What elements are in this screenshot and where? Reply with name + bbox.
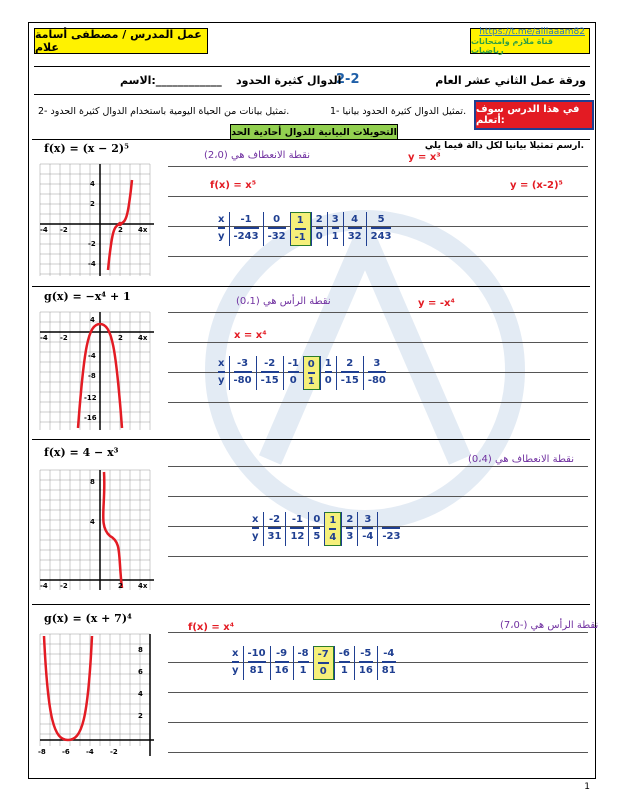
table-column	[366, 212, 396, 246]
table-y-cell: -15	[340, 374, 359, 386]
function-4: g(x) = (x + 7)⁴	[44, 612, 132, 625]
note-parent: y = -x⁴	[418, 298, 455, 309]
table-column	[320, 356, 336, 390]
table-y-cell: 12	[290, 530, 305, 542]
table-y-cell: -80	[233, 374, 252, 386]
table-y-cell: 0	[289, 374, 297, 386]
table-x-cell: 1	[329, 515, 337, 526]
tick-label: 4	[138, 690, 143, 698]
tick-label: 4	[90, 518, 95, 526]
title-rule	[34, 94, 590, 95]
tick-label: -4	[40, 226, 48, 234]
tick-label: -4	[86, 748, 94, 756]
objective-2: 2- تمثيل بيانات من الحياة اليومية باستخدام الدوال كثيرة الحدود.	[38, 106, 290, 117]
table-y-cell: y	[218, 230, 225, 242]
table-column	[214, 212, 229, 246]
table-y-cell: 0	[315, 230, 323, 242]
table-x-cell: -3	[237, 358, 249, 369]
table-y-cell: 1	[299, 664, 307, 676]
tick-label: 2	[118, 334, 123, 342]
note-shift: y = (x-2)⁵	[510, 180, 563, 191]
table-x-cell: -1	[287, 358, 299, 369]
table-column	[354, 646, 377, 680]
function-3: f(x) = 4 − x³	[44, 446, 119, 459]
table-y-cell: -23	[382, 530, 401, 542]
note-vertex: نقطة الرأس هي (-7،0)	[500, 620, 599, 631]
note-parent: f(x) = x⁴	[188, 622, 235, 633]
tick-label: -8	[88, 372, 96, 380]
table-x-cell: -5	[360, 648, 372, 659]
graph-2	[34, 308, 160, 434]
note-f: f(x) = x⁵	[210, 180, 257, 191]
table-column	[341, 512, 357, 546]
table-y-cell: 32	[347, 230, 362, 242]
answer-line	[168, 196, 588, 197]
worksheet-title: ورقة عمل الثاني عشر العام	[435, 74, 586, 87]
table-y-cell: 4	[329, 531, 337, 543]
table-y-cell: -32	[267, 230, 286, 242]
note-vertex: نقطة الانعطاف هي (0،4)	[468, 454, 575, 465]
table-x-cell: -9	[276, 648, 288, 659]
tick-label: 2	[90, 200, 95, 208]
note-vertex: نقطة الرأس هي (0،1)	[236, 296, 331, 307]
table-column	[293, 646, 313, 680]
table-column	[229, 356, 256, 390]
table-y-cell: 31	[267, 530, 282, 542]
instruction: ارسم تمثيلا بيانيا لكل دالة فيما يلي.	[424, 141, 584, 151]
table-x-cell: -2	[264, 358, 276, 369]
answer-line	[168, 496, 588, 497]
section-divider-2	[32, 286, 590, 287]
tick-label: 4	[90, 316, 95, 324]
function-1: f(x) = (x − 2)⁵	[44, 142, 129, 155]
table-y-cell: y	[252, 530, 259, 542]
answer-line	[168, 722, 588, 723]
section-divider-1	[32, 139, 590, 140]
tick-label: -4	[88, 352, 96, 360]
table-column	[228, 646, 243, 680]
table-column	[308, 512, 324, 546]
table-y-cell: 3	[346, 530, 354, 542]
channel-name: قناة ملازم وامتحانات رياضيات	[471, 37, 554, 55]
table-y-cell: 0	[319, 665, 327, 677]
table-column	[377, 646, 400, 680]
table-x-cell: 0	[273, 214, 281, 225]
answer-line	[168, 256, 588, 257]
tick-label: -4	[40, 582, 48, 590]
table-column	[313, 646, 334, 680]
answer-line	[168, 342, 588, 343]
table-column	[256, 356, 283, 390]
value-table-1	[214, 212, 395, 246]
function-2: g(x) = −x⁴ + 1	[44, 290, 131, 303]
teacher-name: عمل المدرس / مصطفى أسامة علام	[35, 28, 202, 54]
table-column	[336, 356, 363, 390]
table-x-cell: -6	[338, 648, 350, 659]
tick-label: 4x	[138, 582, 148, 590]
answer-line	[168, 752, 588, 753]
answer-line	[168, 466, 588, 467]
channel-box	[470, 28, 590, 54]
table-column	[283, 356, 303, 390]
table-y-cell: 1	[340, 664, 348, 676]
table-column	[229, 212, 263, 246]
graph-3	[34, 466, 160, 594]
tick-label: 2	[138, 712, 143, 720]
table-column	[357, 512, 377, 546]
table-column	[327, 212, 343, 246]
table-x-cell: -1	[291, 514, 303, 525]
table-column	[263, 512, 286, 546]
table-column	[263, 212, 290, 246]
tick-label: 4x	[138, 334, 148, 342]
graph-4	[34, 630, 160, 760]
table-column	[290, 212, 311, 246]
table-x-cell: -8	[297, 648, 309, 659]
section-number: 2-2	[336, 72, 360, 87]
graph-1	[34, 160, 160, 280]
table-y-cell: 1	[307, 375, 315, 387]
answer-line	[168, 166, 588, 167]
table-column	[243, 646, 270, 680]
table-column	[311, 212, 327, 246]
table-x-cell: -2	[268, 514, 281, 525]
table-y-cell: 16	[274, 664, 289, 676]
name-label: الاسم:____________	[120, 74, 222, 87]
table-y-cell: y	[218, 374, 225, 386]
table-y-cell: 0	[324, 374, 332, 386]
tick-label: -4	[40, 334, 48, 342]
table-y-cell: -15	[260, 374, 279, 386]
table-x-cell: 2	[346, 514, 354, 525]
table-x-cell: 3	[364, 514, 372, 525]
tick-label: 8	[138, 646, 143, 654]
tick-label: 4	[90, 180, 95, 188]
tick-label: -2	[60, 334, 68, 342]
answer-line	[168, 312, 588, 313]
tick-label: -4	[88, 260, 96, 268]
note-vertex: نقطة الانعطاف هي (2،0)	[204, 150, 311, 161]
tick-label: -2	[88, 240, 96, 248]
answer-line	[168, 692, 588, 693]
value-table-2	[214, 356, 390, 390]
table-x-cell: x	[252, 514, 259, 525]
table-x-cell: 0	[313, 514, 321, 525]
table-y-cell: 1	[331, 230, 339, 242]
table-column	[270, 646, 293, 680]
note-parent: y = x³	[408, 152, 441, 163]
channel-link[interactable]: https://t.me/alllaaam82	[479, 27, 585, 37]
value-table-3	[248, 512, 404, 546]
table-x-cell: 4	[351, 214, 359, 225]
tick-label: 2	[118, 226, 123, 234]
table-column	[343, 212, 366, 246]
table-x-cell: x	[218, 214, 225, 225]
tick-label: 2	[118, 582, 123, 590]
subheading: التحويلات البيانية للدوال أحادية الحد	[230, 124, 398, 140]
table-column	[377, 512, 404, 546]
table-x-cell: x	[218, 358, 225, 369]
tick-label: -16	[84, 414, 97, 422]
table-column	[214, 356, 229, 390]
answer-line	[168, 556, 588, 557]
tick-label: -6	[62, 748, 70, 756]
tick-label: 6	[138, 668, 143, 676]
tick-label: 4x	[138, 226, 148, 234]
table-x-cell: 1	[324, 358, 332, 369]
tick-label: -12	[84, 394, 97, 402]
table-column	[248, 512, 263, 546]
table-column	[303, 356, 320, 390]
table-y-cell: 243	[370, 230, 392, 242]
table-column	[334, 646, 354, 680]
section-divider-3	[32, 439, 590, 440]
table-y-cell: 5	[313, 530, 321, 542]
page-number: 1	[584, 782, 590, 792]
table-x-cell: x	[232, 648, 239, 659]
objective-1: 1- تمثيل الدوال كثيرة الحدود بيانيا.	[330, 106, 467, 117]
table-x-cell: 0	[307, 359, 315, 370]
value-table-4	[228, 646, 400, 680]
table-y-cell: 81	[249, 664, 264, 676]
table-x-cell: 5	[377, 214, 385, 225]
table-column	[324, 512, 341, 546]
tick-label: -8	[38, 748, 46, 756]
table-x-cell: -4	[383, 648, 395, 659]
table-y-cell: y	[232, 664, 239, 676]
section-divider-4	[32, 604, 590, 605]
topic-title: الدوال كثيرة الحدود	[236, 74, 342, 87]
table-y-cell: 81	[381, 664, 396, 676]
tick-label: -2	[110, 748, 118, 756]
table-y-cell: -243	[233, 230, 259, 242]
answer-line	[168, 402, 588, 403]
table-x-cell: 3	[331, 214, 339, 225]
learn-label: في هذا الدرس سوف أتعلم:	[474, 100, 594, 130]
table-x-cell: 1	[296, 215, 304, 226]
teacher-banner	[34, 28, 208, 54]
table-y-cell: -1	[294, 231, 306, 243]
table-x-cell: -1	[240, 214, 252, 225]
tick-label: 8	[90, 478, 95, 486]
table-x-cell: 3	[373, 358, 381, 369]
header-rule	[34, 66, 590, 67]
table-column	[363, 356, 390, 390]
table-y-cell: -4	[362, 530, 374, 542]
table-column	[285, 512, 308, 546]
table-y-cell: 16	[358, 664, 373, 676]
table-x-cell: 2	[315, 214, 323, 225]
table-y-cell: -80	[367, 374, 386, 386]
note-x: x = x⁴	[234, 330, 267, 341]
tick-label: -2	[60, 582, 68, 590]
table-x-cell: -7	[317, 649, 329, 660]
tick-label: -2	[60, 226, 68, 234]
table-x-cell: -10	[247, 648, 266, 659]
table-x-cell: 2	[346, 358, 354, 369]
